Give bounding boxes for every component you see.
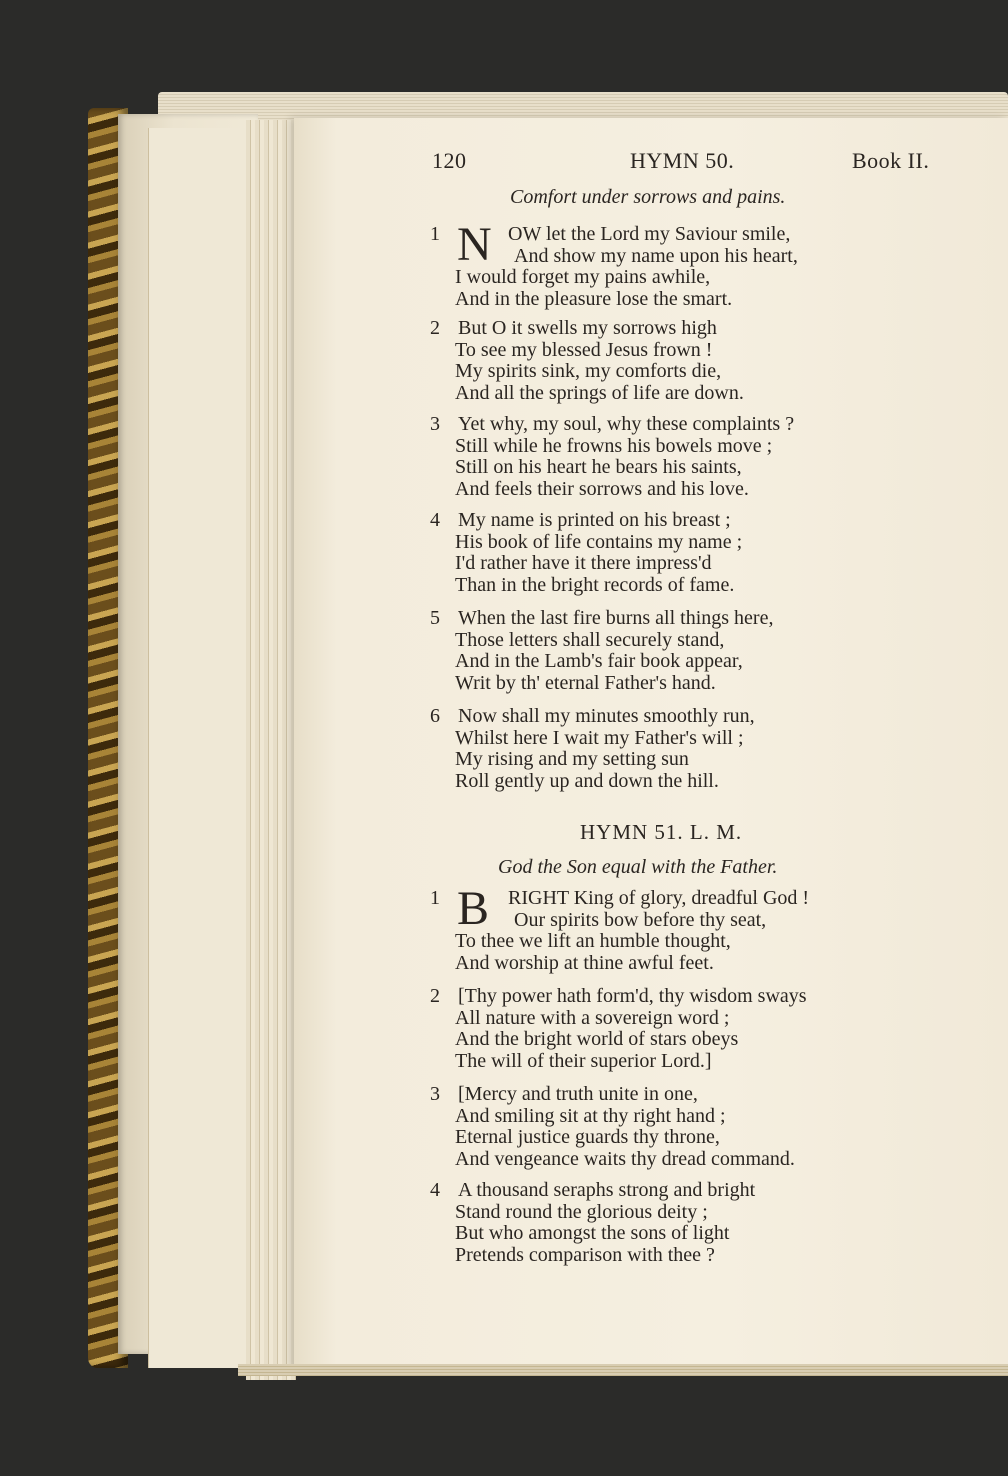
stanza-line: When the last fire burns all things here,: [458, 607, 774, 629]
stanza-line: To see my blessed Jesus frown !: [455, 338, 713, 361]
stanza-line: His book of life contains my name ;: [455, 530, 743, 553]
stanza-number: 1: [430, 223, 440, 245]
stanza-line: Roll gently up and down the hill.: [455, 769, 719, 792]
stanza-number: 4: [430, 1179, 440, 1201]
stanza-line: And vengeance waits thy dread command.: [455, 1147, 795, 1170]
drop-cap: B: [457, 882, 490, 935]
stanza-line: And feels their sorrows and his love.: [455, 477, 749, 500]
hymn51-stanza-1: [430, 882, 970, 974]
stanza-line: Still while he frowns his bowels move ;: [455, 434, 773, 457]
stanza-line: Now shall my minutes smoothly run,: [458, 705, 755, 727]
stanza-line: My rising and my setting sun: [455, 748, 689, 771]
stanza-number: 2: [430, 317, 440, 339]
stanza-line: And smiling sit at thy right hand ;: [455, 1104, 726, 1127]
stanza-line: And worship at thine awful feet.: [455, 951, 714, 974]
stanza-line: The will of their superior Lord.]: [455, 1049, 712, 1072]
stanza-line: Whilst here I wait my Father's will ;: [455, 726, 744, 749]
hymn50-stanza-5: [430, 608, 970, 694]
stanza-line: Writ by th' eternal Father's hand.: [455, 671, 716, 694]
hymn51-title: HYMN 51. L. M.: [580, 820, 743, 844]
stanza-line: RIGHT King of glory, dreadful God !: [508, 887, 810, 909]
stanza-line: [Mercy and truth unite in one,: [458, 1083, 698, 1105]
stanza-line: I would forget my pains awhile,: [455, 266, 711, 289]
stanza-line: My spirits sink, my comforts die,: [455, 360, 722, 383]
hymn50-stanza-2: [430, 318, 970, 404]
stanza-line: And all the springs of life are down.: [455, 381, 744, 404]
stanza-line: To thee we lift an humble thought,: [455, 930, 731, 953]
hymn50-stanza-4: [430, 510, 970, 596]
stanza-line: Stand round the glorious deity ;: [455, 1200, 708, 1223]
stanza-line: OW let the Lord my Saviour smile,: [508, 223, 791, 245]
stanza-line: Than in the bright records of fame.: [455, 573, 735, 596]
hymn50-stanza-1: [430, 218, 970, 310]
stanza-line: My name is printed on his breast ;: [458, 509, 731, 531]
stanza-line: But O it swells my sorrows high: [458, 317, 717, 339]
hymn51-stanza-2: [430, 986, 970, 1072]
stanza-line: Our spirits bow before thy seat,: [514, 908, 767, 931]
stanza-line: All nature with a sovereign word ;: [455, 1006, 730, 1029]
stanza-number: 1: [430, 887, 440, 909]
book-label: Book II.: [852, 148, 930, 173]
stanza-line: A thousand seraphs strong and bright: [458, 1179, 756, 1201]
stanza-number: 4: [430, 509, 440, 531]
stanza-line: [Thy power hath form'd, thy wisdom sways: [458, 985, 807, 1007]
hymn51-subtitle: God the Son equal with the Father.: [498, 856, 778, 878]
running-title: HYMN 50.: [630, 148, 735, 173]
hymn51-stanza-3: [430, 1084, 970, 1170]
stanza-line: And in the Lamb's fair book appear,: [455, 650, 743, 673]
stanza-line: Eternal justice guards thy throne,: [455, 1126, 720, 1149]
stanza-number: 6: [430, 705, 440, 727]
stanza-line: I'd rather have it there impress'd: [455, 552, 712, 575]
stanza-line: Pretends comparison with thee ?: [455, 1243, 715, 1266]
hymn50-stanza-6: [430, 706, 970, 792]
stanza-line: But who amongst the sons of light: [455, 1222, 730, 1245]
stanza-line: Still on his heart he bears his saints,: [455, 456, 742, 479]
hymn51-stanza-4: [430, 1180, 970, 1266]
stanza-number: 2: [430, 985, 440, 1007]
hymn50-subtitle: Comfort under sorrows and pains.: [510, 186, 786, 208]
stanza-line: And the bright world of stars obeys: [455, 1028, 739, 1051]
hymn50-stanza-3: [430, 414, 970, 500]
stanza-line: Yet why, my soul, why these complaints ?: [458, 413, 795, 435]
page-number: 120: [432, 148, 467, 173]
stanza-line: And in the pleasure lose the smart.: [455, 287, 733, 310]
stanza-number: 3: [430, 1083, 440, 1105]
stanza-number: 3: [430, 413, 440, 435]
stanza-line: Those letters shall securely stand,: [455, 628, 725, 651]
stanza-line: And show my name upon his heart,: [514, 244, 798, 267]
drop-cap: N: [457, 218, 492, 271]
stanza-number: 5: [430, 607, 440, 629]
